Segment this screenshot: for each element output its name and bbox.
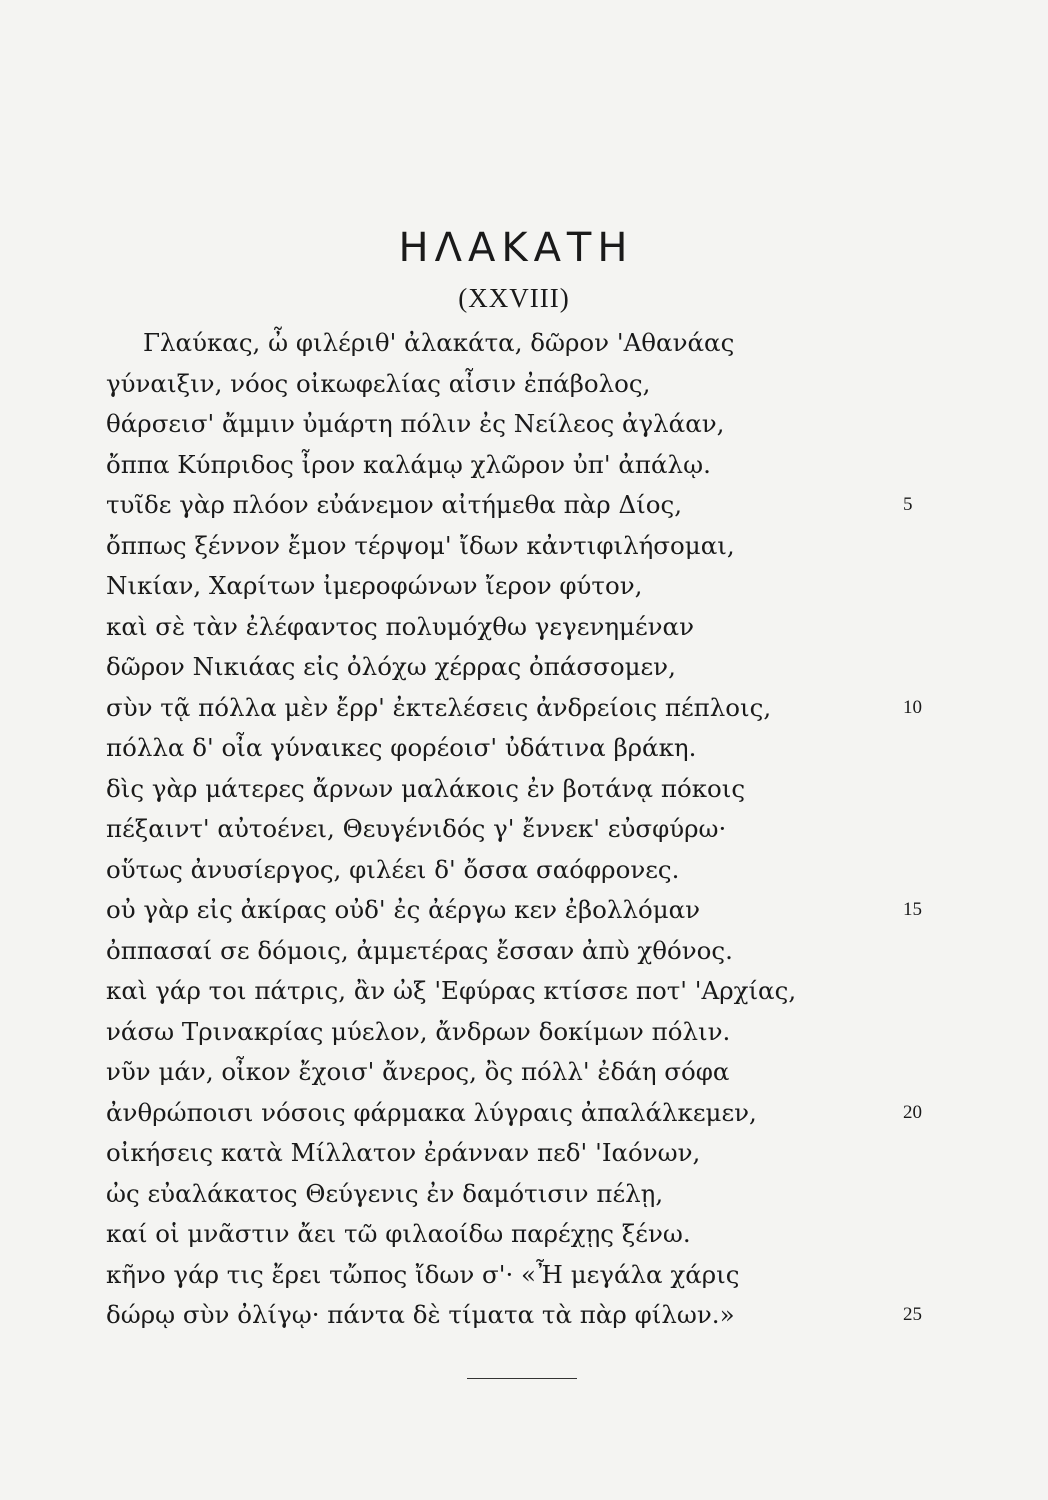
line-number: 10 [903, 696, 922, 718]
end-rule [467, 1378, 577, 1379]
poem-line [106, 607, 1006, 648]
poem-line [106, 809, 1006, 850]
poem-line-text: πέξαιντ' αὐτοένει, Θευγένιδός γ' ἔννεκ' εὐσφύρω· [106, 814, 727, 843]
poem-line-text: σὺν τᾷ πόλλα μὲν ἔρρ' ἐκτελέσεις ἀνδρείοις πέπλοις, [106, 692, 772, 722]
poem-line [106, 1174, 1006, 1215]
poem-line [106, 971, 1006, 1012]
poem-line-text: ὠς εὐαλάκατος Θεύγενις ἐν δαμότισιν πέλῃ, [106, 1178, 664, 1208]
poem-line-text: γύναιξιν, νόος οἰκωφελίας αἶσιν ἐπάβολος, [106, 368, 651, 398]
poem-line-text: ὀππασαί σε δόμοις, ἀμμετέρας ἔσσαν ἀπὺ χθόνος. [106, 935, 733, 965]
poem-line [106, 931, 1006, 972]
poem-line-text: καὶ γάρ τοι πάτρις, ἂν ὠξ 'Εφύρας κτίσσε ποτ' 'Αρχίας, [106, 976, 797, 1005]
poem-line-text: Γλαύκας, ὦ φιλέριθ' ἀλακάτα, δῶρον 'Αθανάας [143, 328, 735, 357]
poem-line-text: νάσω Τρινακρίας μύελον, ἄνδρων δοκίμων πόλιν. [106, 1016, 731, 1046]
poem-line [106, 1295, 1006, 1336]
poem-line-text: τυῖδε γὰρ πλόον εὐάνεμον αἰτήμεθα πὰρ Δίος, [106, 490, 683, 519]
poem-line-text: Νικίαν, Χαρίτων ἰμεροφώνων ἴερον φύτον, [106, 571, 643, 600]
poem-line-text: οἰκήσεις κατὰ Μίλλατον ἐράνναν πεδ' 'Ιαόνων, [106, 1138, 701, 1167]
page-title: ΗΛΑΚΑΤΗ [398, 225, 634, 271]
poem-line-text: κῆνο γάρ τις ἔρει τὤπος ἴδων σ'· «Ἦ μεγάλα χάρις [106, 1259, 740, 1289]
poem-line [106, 1133, 1006, 1174]
poem-line [106, 323, 1006, 364]
poem-line-text: ἀνθρώποισι νόσοις φάρμακα λύγραις ἀπαλάλκεμεν, [106, 1097, 757, 1127]
poem-line [106, 1012, 1006, 1053]
poem-line-text: δῶρον Νικιάας εἰς ὀλόχω χέρρας ὀπάσσομεν, [106, 652, 676, 681]
poem-line [106, 769, 1006, 810]
poem-line [106, 445, 1006, 486]
poem-line [106, 647, 1006, 688]
poem-line [106, 404, 1006, 445]
poem-line-text: πόλλα δ' οἶα γύναικες φορέοισ' ὐδάτινα βράκη. [106, 733, 697, 762]
poem-line [106, 1052, 1006, 1093]
poem-line [106, 1214, 1006, 1255]
poem-line-text: καί οἱ μνᾶστιν ἄει τῶ φιλαοίδω παρέχῃς ξένω. [106, 1219, 691, 1248]
poem-text [106, 323, 1006, 1336]
line-number: 5 [903, 494, 913, 515]
poem-line-text: θάρσεισ' ἄμμιν ὐμάρτη πόλιν ἐς Νείλεος ἀγλάαν, [106, 409, 725, 438]
poem-line [106, 728, 1006, 769]
poem-line-text: δὶς γὰρ μάτερες ἄρνων μαλάκοις ἐν βοτάνᾳ πόκοις [106, 773, 746, 803]
poem-line-text: καὶ σὲ τὰν ἐλέφαντος πολυμόχθω γεγενημέναν [106, 611, 694, 641]
poem-line [106, 485, 1006, 526]
line-number: 25 [903, 1304, 922, 1325]
poem-line-text: ὄππα Κύπριδος ἶρον καλάμῳ χλῶρον ὐπ' ἀπάλῳ. [106, 449, 711, 479]
poem-line [106, 364, 1006, 405]
poem-line [106, 850, 1006, 891]
poem-line [106, 890, 1006, 931]
poem-line [106, 566, 1006, 607]
poem-line-text: νῦν μάν, οἶκον ἔχοισ' ἄνερος, ὂς πόλλ' ἐδάη σόφα [106, 1057, 730, 1086]
line-number: 20 [903, 1101, 922, 1123]
poem-line [106, 526, 1006, 567]
poem-line [106, 1093, 1006, 1134]
poem-line-text: οὐ γὰρ εἰς ἀκίρας οὐδ' ἐς ἀέργω κεν ἐβολλόμαν [106, 895, 701, 924]
poem-number: (XXVIII) [458, 283, 570, 313]
poem-line-text: οὕτως ἀνυσίεργος, φιλέει δ' ὄσσα σαόφρονες. [106, 854, 680, 884]
poem-line-text: ὄππως ξέννον ἔμον τέρψομ' ἴδων κἀντιφιλήσομαι, [106, 530, 735, 560]
poem-line [106, 688, 1006, 729]
poem-line [106, 1255, 1006, 1296]
poem-line-text: δώρῳ σὺν ὀλίγῳ· πάντα δὲ τίματα τὰ πὰρ φίλων.» [106, 1300, 735, 1329]
line-number: 15 [903, 899, 922, 920]
